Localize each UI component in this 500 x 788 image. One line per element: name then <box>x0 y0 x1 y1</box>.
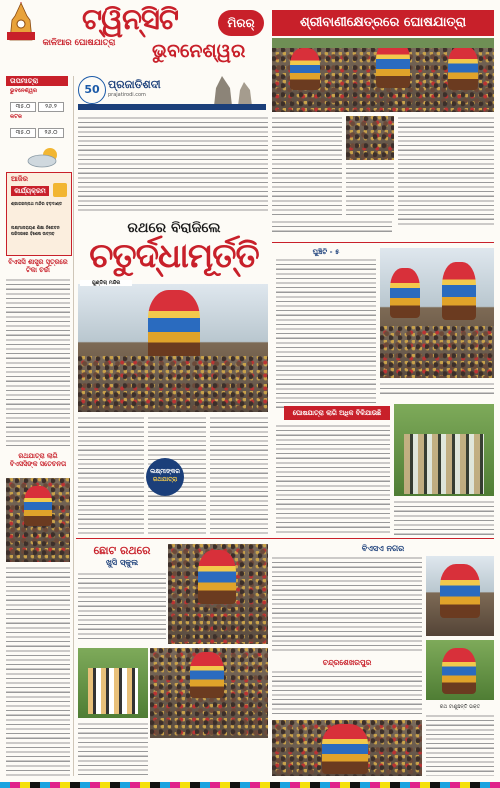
prameya-name: ପ୍ରଜାତିଶଦୀ <box>108 78 161 91</box>
top-story-photo <box>272 38 494 112</box>
bottom-story-photo <box>394 404 494 496</box>
temperature-city2-max: ୩୫.୦ <box>10 128 36 138</box>
main-headline: ଚତୁର୍ଦ୍ଧାମୂର୍ତ୍ତି <box>89 236 259 276</box>
top-story-inset-photo <box>346 116 394 160</box>
top-story-headline: ଶ୍ରୀବାଣୀକ୍ଷେତ୍ରରେ ଘୋଷଯାତ୍ରା <box>272 10 494 36</box>
temperature-city1-min: ୨୬.୨ <box>38 102 64 112</box>
calendar-icon <box>53 183 67 197</box>
main-kicker: ରଥରେ ବିରାଜିଲେ <box>127 220 221 236</box>
left-story2-title: ରଥଯାତ୍ରା ଲାଗି ବିଏସସିଙ୍କ ସତେଚନତା <box>9 452 67 468</box>
inset-caption: ଗୁଣ୍ଡିଚା ମନ୍ଦିର <box>80 280 132 286</box>
bottom-story-body2 <box>394 500 494 536</box>
lakshmi-badge-line1: ଲକ୍ଷ୍ମୀଙ୍କର <box>150 468 180 475</box>
top-story-body2 <box>346 162 394 216</box>
left-story1-body <box>6 278 70 448</box>
right-bottom-photo1 <box>426 556 494 636</box>
right-mid-body2 <box>380 382 494 396</box>
program-item2: ଲକ୍ଷ୍ମୀନାରାୟଣ ଶିକ୍ଷା ନିକେତନ ପରିସରରେ ବିଶେଷ ଉତ୍ସବ <box>11 225 60 236</box>
right-bottom-head: ବିଏସଏ ନଗର <box>361 544 405 553</box>
main-chariot-photo <box>78 284 268 412</box>
main-body-col3 <box>210 416 268 534</box>
top-story-body1 <box>272 116 342 216</box>
bottom-left-body <box>78 722 148 776</box>
program-subtitle: କାର୍ଯ୍ୟକ୍ରମ <box>11 186 49 196</box>
mid-body <box>272 670 422 716</box>
left-story2-photo <box>6 478 70 562</box>
small-chariot-box <box>78 544 166 644</box>
prameya-site: prajatirodi.com <box>108 92 146 98</box>
top-story-body3 <box>398 116 494 226</box>
anniversary-badge: 50 <box>78 76 106 104</box>
program-box <box>6 172 72 256</box>
temperature-city2-min: ୨୬.୦ <box>38 128 64 138</box>
weather-cloud-icon <box>26 146 66 168</box>
temple-silhouette-icon <box>202 74 266 108</box>
mid-head: ଚନ୍ଦ୍ରଶେଖରପୁର <box>322 658 372 667</box>
left-story1-title: ବିଏସସି ଶାସ୍ତ୍ର ସୂତ୍ରରେ ଟିକା ଚର୍ଚ୍ଚା <box>8 258 68 274</box>
program-item1: ଶ୍ରୀଜଗନ୍ନାଥ ମନ୍ଦିର ବଡ଼ଦାଣ୍ଡ <box>11 201 63 206</box>
masthead-title: ଟ୍ୱିନ୍‌ସିଟି <box>82 2 178 36</box>
main-body-col1 <box>78 416 144 534</box>
temperature-panel <box>6 88 68 150</box>
right-bottom-photo2 <box>426 640 494 700</box>
top-story-body4 <box>272 220 392 234</box>
small-chariot-photo <box>168 544 268 644</box>
right-mid-body1 <box>276 258 376 408</box>
procession-photo <box>150 648 268 738</box>
mirror-badge: ମିରର୍ <box>218 10 264 36</box>
lakshmi-badge-line2: ରଥଯାତ୍ରା <box>152 476 178 483</box>
column-head: ଘୁଞ୍ଚିଟି - ୫ <box>312 248 340 256</box>
bottom-story-body <box>276 424 390 536</box>
temperature-city1-max: ୩୫.୦ <box>10 102 36 112</box>
left-story2-body <box>6 566 70 776</box>
bottom-caption: ରଥ ଟାଣୁଛନ୍ତି ଭକ୍ତ <box>439 704 481 710</box>
temperature-label: ତାପମାତ୍ରା <box>6 76 68 86</box>
masthead <box>0 0 268 72</box>
color-registration-strip <box>0 782 500 788</box>
temperature-city1: ଭୁବନେଶ୍ୱର <box>10 88 38 94</box>
small-chariot-title: ଛୋଟ ରଥରେ <box>93 544 151 557</box>
temperature-city2: କଟକ <box>10 114 22 120</box>
bottom-deity-photo <box>272 720 422 776</box>
masthead-city: ଭୁବନେଶ୍ୱର <box>152 40 246 62</box>
right-bottom-body2 <box>426 714 494 776</box>
program-title: ଆଜିର <box>11 175 28 183</box>
bottom-story-title: ଘୋଷଯାତ୍ରା ଲାଗି ଅଧିକ ବିକିଯାଉଛି <box>284 406 390 420</box>
temple-logo-icon <box>4 2 38 42</box>
right-mid-photo <box>380 248 494 378</box>
small-chariot-subtitle: ଖୁସି ସ୍କୁଲ <box>105 558 139 567</box>
right-bottom-body <box>272 556 422 652</box>
masthead-subtitle: କାଳିଆର ଘୋଷଯାତ୍ରା <box>42 38 116 48</box>
intro-paragraph <box>78 116 268 212</box>
children-photo <box>78 648 148 718</box>
prameya-logo <box>78 76 266 112</box>
lakshmi-badge <box>146 458 184 496</box>
